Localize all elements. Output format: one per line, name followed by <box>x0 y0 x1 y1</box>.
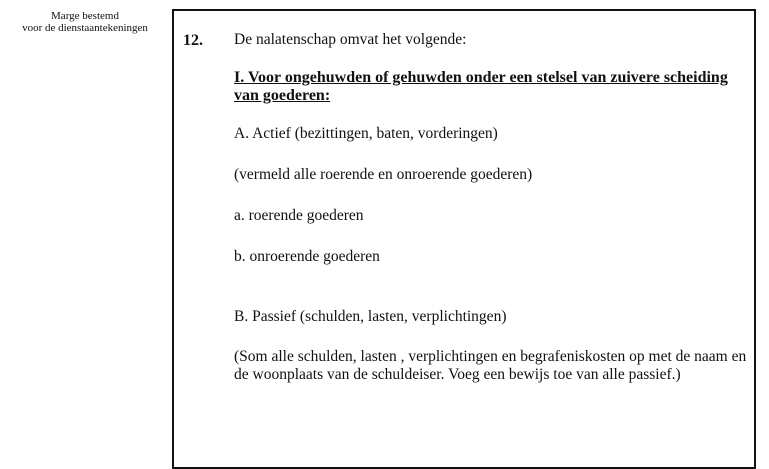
margin-note-line-1: Marge bestemd <box>51 10 119 22</box>
passief-label: B. Passief (schulden, lasten, verplichtingen) <box>234 308 507 325</box>
intro-text: De nalatenschap omvat het volgende: <box>234 31 467 48</box>
passief-note: (Som alle schulden, lasten , verplichtingen en begrafeniskosten op met de naam en de woonplaats van de schuldeiser. Voeg een bewijs toe van alle passief.) <box>234 348 747 383</box>
onroerende-goederen-label: b. onroerende goederen <box>234 248 380 265</box>
section-heading <box>234 69 754 105</box>
roerende-goederen-label: a. roerende goederen <box>234 207 364 224</box>
actief-note: (vermeld alle roerende en onroerende goederen) <box>234 166 533 183</box>
actief-label: A. Actief (bezittingen, baten, vorderingen) <box>234 125 498 142</box>
item-number: 12. <box>183 32 203 49</box>
margin-note-line-2: voor de dienstaantekeningen <box>22 22 148 34</box>
item-content <box>234 31 754 384</box>
form-section-box <box>172 9 756 469</box>
margin-note <box>0 10 170 34</box>
section-heading-colon: : <box>324 87 331 104</box>
section-heading-text: I. Voor ongehuwden of gehuwden onder een stelsel van zuivere scheiding van goederen <box>234 69 728 104</box>
